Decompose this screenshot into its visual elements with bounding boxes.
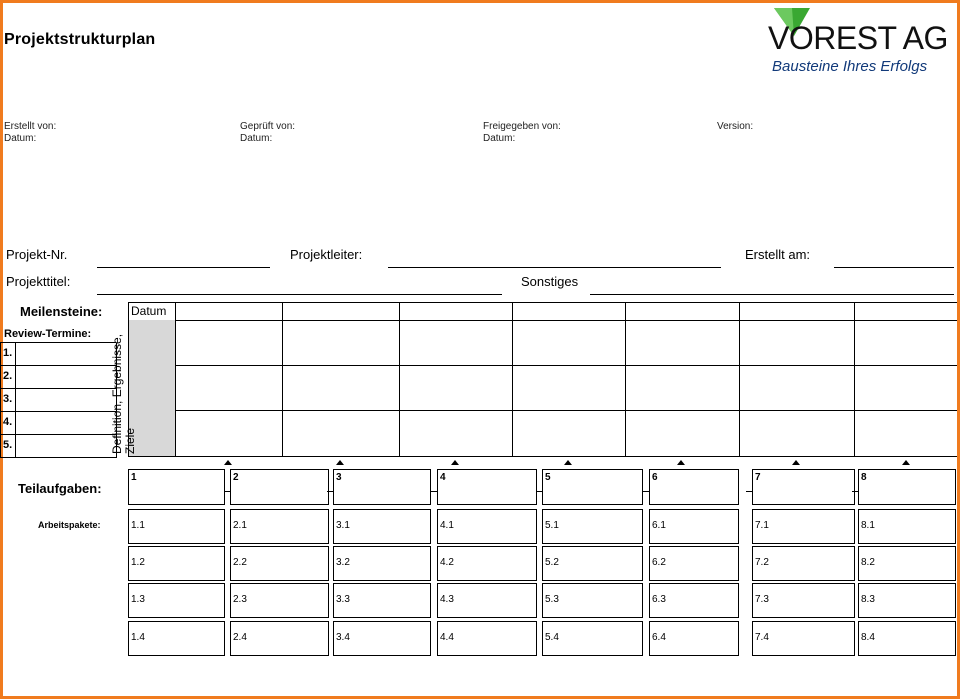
milestone-arrow-icon (564, 460, 572, 465)
grid-line (512, 303, 513, 456)
logo-slogan: Bausteine Ihres Erfolgs (772, 58, 928, 75)
signature-label: Freigegeben von: (483, 121, 561, 132)
work-package-4.1[interactable] (437, 509, 537, 544)
task-connector (852, 491, 858, 492)
package-number: 4.2 (440, 557, 454, 568)
review-row[interactable] (0, 343, 117, 366)
package-number: 1.4 (131, 632, 145, 643)
work-package-2.3[interactable] (230, 583, 329, 618)
package-number: 8.2 (861, 557, 875, 568)
package-number: 8.4 (861, 632, 875, 643)
page-title: Projektstrukturplan (4, 31, 156, 48)
task-connector (431, 491, 437, 492)
task-box-8[interactable] (858, 469, 956, 505)
tasks-label: Teilaufgaben: (18, 481, 102, 496)
vertical-label: Definition, Ergebnisse, Ziele (110, 333, 137, 454)
grid-line (854, 303, 855, 456)
package-number: 2.4 (233, 632, 247, 643)
review-number: 5. (3, 439, 13, 451)
package-number: 7.2 (755, 557, 769, 568)
review-row[interactable] (0, 389, 117, 412)
task-connector (327, 491, 333, 492)
task-box-3[interactable] (333, 469, 431, 505)
package-number: 5.1 (545, 520, 559, 531)
review-label: Review-Termine: (4, 328, 92, 340)
work-package-3.1[interactable] (333, 509, 431, 544)
task-connector (746, 491, 752, 492)
grid-line (282, 303, 283, 456)
package-number: 3.4 (336, 632, 350, 643)
grid-line (176, 365, 957, 366)
projektleiter-field[interactable] (388, 267, 721, 268)
work-package-3.3[interactable] (333, 583, 431, 618)
milestone-arrow-icon (224, 460, 232, 465)
package-number: 5.2 (545, 557, 559, 568)
work-package-4.4[interactable] (437, 621, 537, 656)
signature-checked (240, 121, 295, 145)
task-box-5[interactable] (542, 469, 643, 505)
package-number: 4.3 (440, 594, 454, 605)
milestone-arrow-icon (902, 460, 910, 465)
logo-name: VOREST AG (768, 20, 948, 56)
milestones-label: Meilensteine: (20, 304, 103, 319)
task-box-7[interactable] (752, 469, 855, 505)
package-number: 5.3 (545, 594, 559, 605)
review-row[interactable] (0, 366, 117, 389)
projekttitel-label: Projekttitel: (6, 274, 71, 289)
signature-label: Geprüft von: (240, 121, 296, 132)
task-number: 6 (652, 472, 658, 483)
projektleiter-label: Projektleiter: (290, 247, 363, 262)
package-number: 7.4 (755, 632, 769, 643)
package-number: 4.4 (440, 632, 454, 643)
work-package-5.4[interactable] (542, 621, 643, 656)
task-number: 1 (131, 472, 137, 483)
grid-line (399, 303, 400, 456)
grid-line (176, 410, 957, 411)
projekt-nr-field[interactable] (97, 267, 270, 268)
package-number: 3.2 (336, 557, 350, 568)
work-package-8.2[interactable] (858, 546, 956, 581)
grid-line (129, 320, 957, 321)
work-package-8.1[interactable] (858, 509, 956, 544)
work-package-6.2[interactable] (649, 546, 739, 581)
grid-line (739, 303, 740, 456)
task-box-4[interactable] (437, 469, 537, 505)
signature-label: Version: (717, 121, 754, 132)
package-number: 3.3 (336, 594, 350, 605)
package-number: 8.3 (861, 594, 875, 605)
review-number: 3. (3, 393, 13, 405)
work-package-1.3[interactable] (128, 583, 225, 618)
package-number: 8.1 (861, 520, 875, 531)
package-number: 6.2 (652, 557, 666, 568)
company-logo (760, 8, 952, 78)
package-number: 3.1 (336, 520, 350, 531)
review-number: 4. (3, 416, 13, 428)
work-package-8.4[interactable] (858, 621, 956, 656)
package-number: 1.3 (131, 594, 145, 605)
package-number: 6.3 (652, 594, 666, 605)
sonstiges-field[interactable] (590, 294, 954, 295)
work-package-7.4[interactable] (752, 621, 855, 656)
erstellt-am-field[interactable] (834, 267, 954, 268)
vertical-label-cell (110, 320, 176, 456)
task-connector (536, 491, 542, 492)
package-number: 1.2 (131, 557, 145, 568)
work-package-7.3[interactable] (752, 583, 855, 618)
work-package-6.4[interactable] (649, 621, 739, 656)
milestone-arrow-icon (451, 460, 459, 465)
task-number: 8 (861, 472, 867, 483)
erstellt-am-label: Erstellt am: (745, 247, 811, 262)
review-list (0, 342, 116, 458)
package-number: 6.1 (652, 520, 666, 531)
task-number: 5 (545, 472, 551, 483)
work-package-5.2[interactable] (542, 546, 643, 581)
milestone-arrow-icon (792, 460, 800, 465)
work-package-1.1[interactable] (128, 509, 225, 544)
work-package-6.3[interactable] (649, 583, 739, 618)
package-number: 2.2 (233, 557, 247, 568)
package-number: 2.3 (233, 594, 247, 605)
task-box-2[interactable] (230, 469, 329, 505)
task-number: 7 (755, 472, 761, 483)
grid-line (625, 303, 626, 456)
work-package-2.4[interactable] (230, 621, 329, 656)
package-number: 2.1 (233, 520, 247, 531)
work-package-2.2[interactable] (230, 546, 329, 581)
signature-date: Datum: (4, 133, 37, 144)
review-row[interactable] (0, 412, 117, 435)
signature-version (717, 121, 753, 133)
datum-label: Datum (131, 304, 167, 318)
work-package-3.2[interactable] (333, 546, 431, 581)
work-package-8.3[interactable] (858, 583, 956, 618)
task-number: 4 (440, 472, 446, 483)
work-package-1.4[interactable] (128, 621, 225, 656)
grid-line (175, 303, 176, 456)
work-package-2.1[interactable] (230, 509, 329, 544)
work-package-4.3[interactable] (437, 583, 537, 618)
review-number: 2. (3, 370, 13, 382)
task-number: 3 (336, 472, 342, 483)
task-number: 2 (233, 472, 239, 483)
work-package-7.1[interactable] (752, 509, 855, 544)
work-package-3.4[interactable] (333, 621, 431, 656)
package-number: 5.4 (545, 632, 559, 643)
package-number: 7.3 (755, 594, 769, 605)
milestone-grid (110, 302, 957, 457)
signature-approved (483, 121, 561, 145)
signature-label: Erstellt von: (4, 121, 57, 132)
work-package-5.1[interactable] (542, 509, 643, 544)
projekt-nr-label: Projekt-Nr. (6, 247, 68, 262)
task-connector (643, 491, 649, 492)
task-connector (224, 491, 230, 492)
package-number: 4.1 (440, 520, 454, 531)
work-package-7.2[interactable] (752, 546, 855, 581)
work-package-5.3[interactable] (542, 583, 643, 618)
work-package-4.2[interactable] (437, 546, 537, 581)
projekttitel-field[interactable] (97, 294, 502, 295)
package-number: 1.1 (131, 520, 145, 531)
task-box-1[interactable] (128, 469, 225, 505)
review-number: 1. (3, 347, 13, 359)
packages-label: Arbeitspakete: (38, 520, 101, 530)
task-box-6[interactable] (649, 469, 739, 505)
work-package-1.2[interactable] (128, 546, 225, 581)
signature-date: Datum: (240, 133, 273, 144)
sonstiges-label: Sonstiges (521, 274, 579, 289)
milestone-arrow-icon (677, 460, 685, 465)
work-package-6.1[interactable] (649, 509, 739, 544)
milestone-arrow-icon (336, 460, 344, 465)
review-row[interactable] (0, 435, 117, 458)
package-number: 6.4 (652, 632, 666, 643)
signature-date: Datum: (483, 133, 516, 144)
package-number: 7.1 (755, 520, 769, 531)
signature-created (4, 121, 56, 145)
